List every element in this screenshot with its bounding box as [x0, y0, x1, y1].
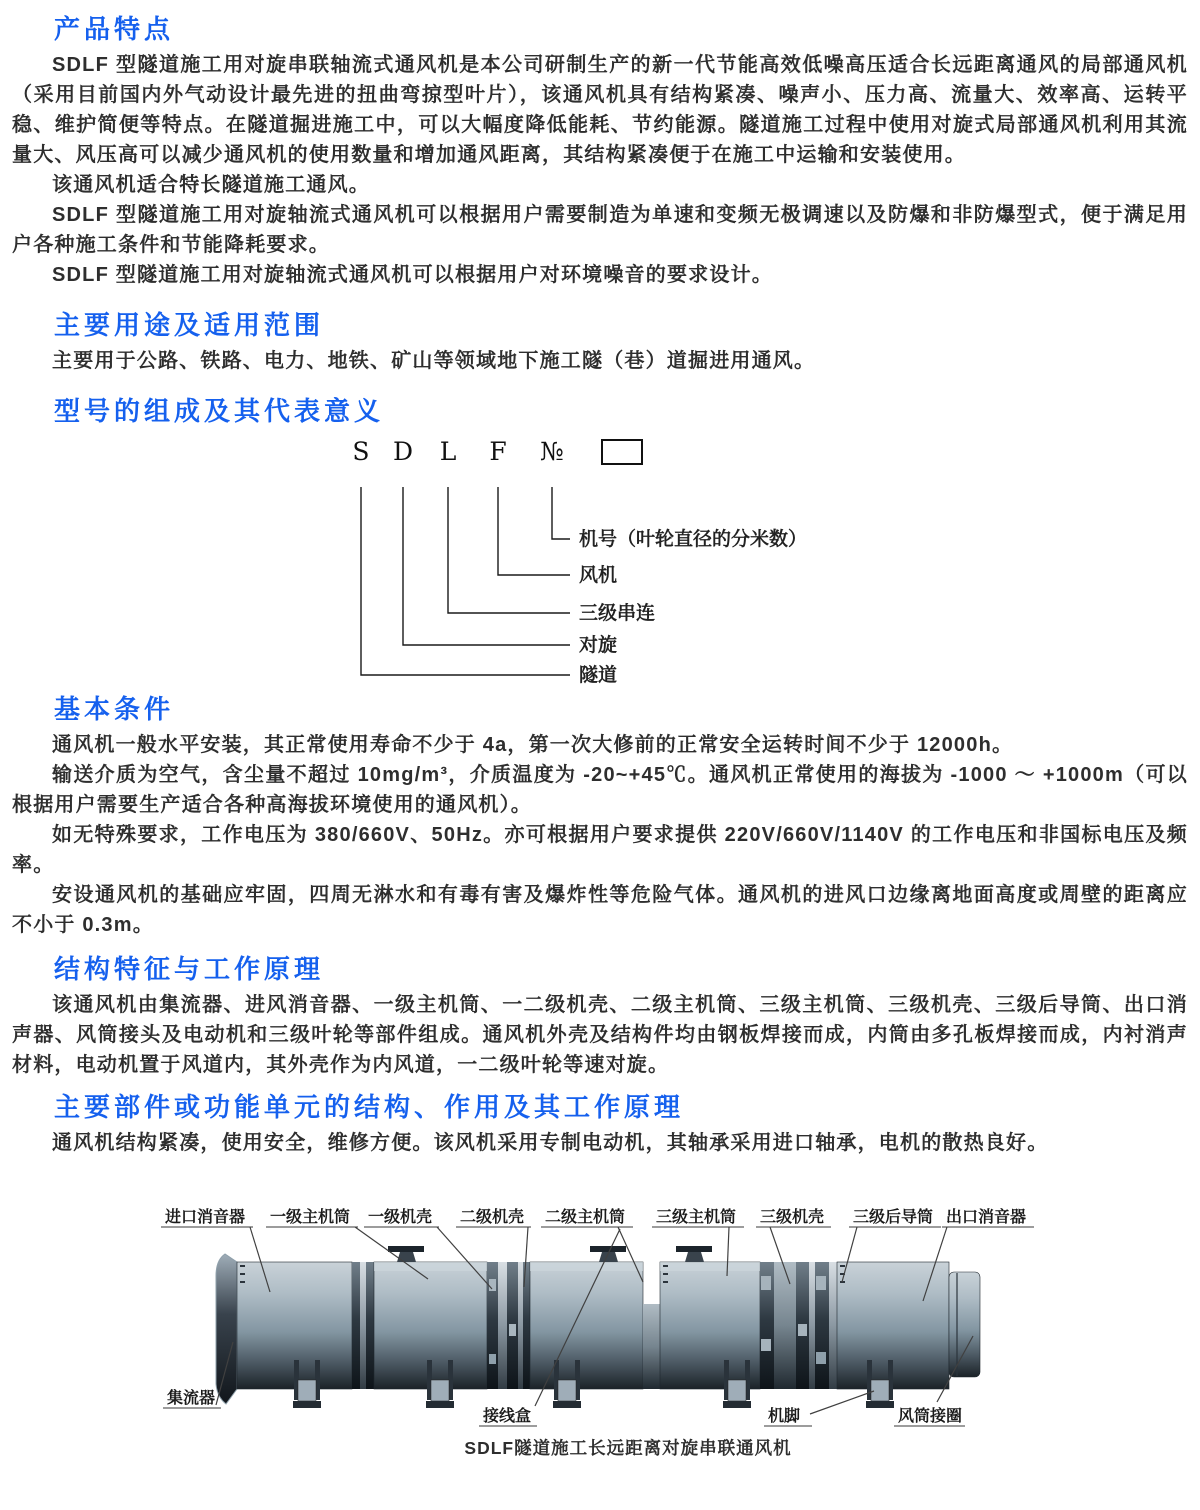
model-number-box: [602, 440, 642, 464]
paragraph: 如无特殊要求，工作电压为 380/660V、50Hz。亦可根据用户要求提供 220V/660V/1140V 的工作电压和非国标电压及频率。: [12, 824, 1188, 876]
label-duct-ring: 风筒接圈: [898, 1408, 963, 1425]
paragraph: 输送介质为空气，含尘量不超过 10mg/m³，介质温度为 -20~+45℃。通风机正常使用的海拔为 -1000 ～ +1000m（可以根据用户需要生产适合各种高海拔环境使用的通风机）。: [12, 764, 1188, 816]
label-stage2-cylinder: 二级主机筒: [545, 1209, 626, 1226]
model-line-d: [403, 487, 570, 645]
paragraph: 主要用于公路、铁路、电力、地铁、矿山等领域地下施工隧（巷）道掘进用通风。: [52, 350, 816, 372]
model-letter-f: F: [489, 437, 507, 466]
fan-drawing: [216, 1246, 980, 1408]
paragraph: SDLF 型隧道施工用对旋串联轴流式通风机是本公司研制生产的新一代节能高效低噪高压适合长远距离通风的局部通风机（采用目前国内外气动设计最先进的扭曲弯掠型叶片），该通风机具有结构紧凑、噪声小、压力高、流量大、效率高、运转平稳、维护简便等特点。在隧道掘进施工中，可以大幅度降低能耗、节约能源。隧道施工过程中使用对旋式局部通风机利用其流量大、风压高可以减少通风机的使用数量和增加通风距离，其结构紧凑便于在施工中运输和安装使用。: [12, 54, 1188, 166]
heading-main-components: 主要部件或功能单元的结构、作用及其工作原理: [54, 1092, 685, 1122]
label-machine-foot: 机脚: [768, 1408, 801, 1425]
cylinder-top-band: [530, 1262, 643, 1271]
label-junction-box: 接线盒: [483, 1408, 532, 1425]
heading-model-composition: 型号的组成及其代表意义: [54, 396, 385, 426]
inlet-bell: [216, 1254, 237, 1404]
casing-rings-b: [487, 1262, 530, 1389]
model-line-f: [498, 487, 570, 575]
paragraph: SDLF 型隧道施工用对旋轴流式通风机可以根据用户需要制造为单速和变频无极调速以及防爆和非防爆型式，便于满足用户各种施工条件和节能降耗要求。: [12, 204, 1188, 256]
fan-diagram-caption: SDLF隧道施工长远距离对旋串联通风机: [464, 1438, 792, 1458]
model-label-three-stage: 三级串连: [579, 603, 656, 624]
heading-basic-conditions: 基本条件: [54, 694, 175, 724]
document-content: [0, 12, 1200, 1158]
model-label-machine-number: 机号（叶轮直径的分米数）: [579, 529, 808, 550]
model-letter-s: S: [352, 437, 370, 466]
model-letter-no: №: [540, 437, 564, 466]
model-label-tunnel: 隧道: [579, 665, 618, 686]
paragraph: SDLF 型隧道施工用对旋轴流式通风机可以根据用户对环境噪音的要求设计。: [52, 264, 773, 286]
heading-main-uses: 主要用途及适用范围: [54, 310, 325, 340]
label-stage3-cylinder: 三级主机筒: [656, 1209, 737, 1226]
fan-structure-diagram: [0, 1184, 1200, 1504]
label-stage3-guide-duct: 三级后导筒: [853, 1209, 934, 1226]
label-outlet-silencer: 出口消音器: [946, 1209, 1027, 1226]
paragraph: 通风机结构紧凑，使用安全，维修方便。该风机采用专制电动机，其轴承采用进口轴承，电机的散热良好。: [52, 1132, 1049, 1154]
label-stage1-casing: 一级机壳: [368, 1209, 433, 1226]
label-inlet-silencer: 进口消音器: [165, 1209, 246, 1226]
label-stage2-casing: 二级机壳: [460, 1209, 525, 1226]
label-collector: 集流器: [167, 1390, 216, 1407]
model-line-no: [552, 487, 570, 539]
label-stage3-casing: 三级机壳: [760, 1209, 825, 1226]
model-composition-diagram: [12, 432, 1188, 690]
duct-connection-ring: [949, 1272, 980, 1377]
junction-box-3: [676, 1246, 712, 1262]
heading-structure-principle: 结构特征与工作原理: [54, 954, 325, 984]
paragraph: 安设通风机的基础应牢固，四周无淋水和有毒有害及爆炸性等危险气体。通风机的进风口边缘离地面高度或周壁的距离应不小于 0.3m。: [12, 884, 1188, 936]
label-stage1-cylinder: 一级主机筒: [270, 1209, 351, 1226]
model-letter-d: D: [392, 437, 414, 466]
paragraph: 该通风机适合特长隧道施工通风。: [52, 174, 370, 196]
stage2-main-cylinder: [530, 1262, 643, 1389]
model-line-s: [361, 487, 570, 675]
heading-product-features: 产品特点: [54, 14, 175, 44]
cylinder-top-band: [660, 1262, 760, 1271]
flange-ring-a: [352, 1262, 374, 1389]
casing-rings-c: [760, 1262, 837, 1389]
inner-duct-joint: [643, 1304, 660, 1389]
model-label-counter-rotating: 对旋: [579, 635, 618, 656]
model-label-fan: 风机: [579, 565, 618, 586]
paragraph: 通风机一般水平安装，其正常使用寿命不少于 4a，第一次大修前的正常安全运转时间不少于 12000h。: [52, 734, 1014, 756]
cylinder-top-band: [374, 1262, 487, 1271]
paragraph: 该通风机由集流器、进风消音器、一级主机筒、一二级机壳、二级主机筒、三级主机筒、三级机壳、三级后导筒、出口消声器、风筒接头及电动机和三级叶轮等部件组成。通风机外壳及结构件均由钢板焊接而成，内筒由多孔板焊接而成，内衬消声材料，电动机置于风道内，其外壳作为内风道，一二级叶轮等速对旋。: [12, 994, 1188, 1076]
model-letter-l: L: [439, 437, 457, 466]
